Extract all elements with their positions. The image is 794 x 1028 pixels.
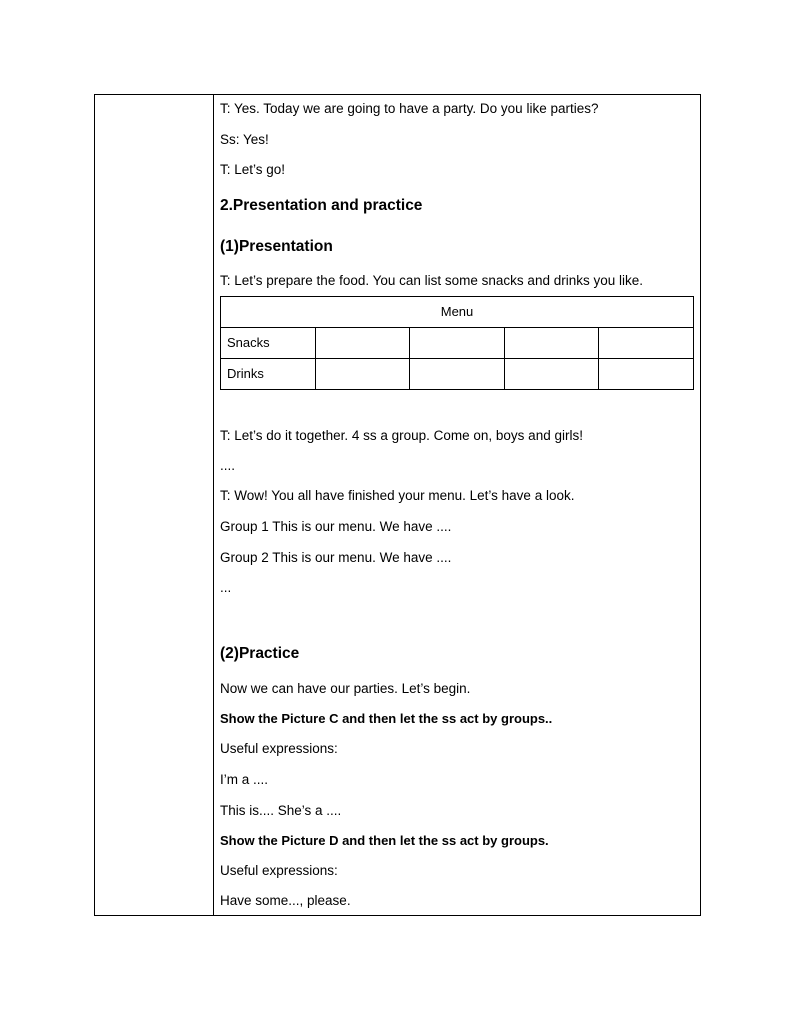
section-heading: 2.Presentation and practice xyxy=(220,197,423,214)
dialogue-line: Ss: Yes! xyxy=(220,132,269,147)
menu-empty-cell xyxy=(504,359,599,390)
subsection-heading-practice: (2)Practice xyxy=(220,645,300,662)
dialogue-line: T: Let’s prepare the food. You can list some snacks and drinks you like. xyxy=(220,273,643,288)
menu-empty-cell xyxy=(599,359,694,390)
dialogue-line: T: Let’s go! xyxy=(220,162,286,177)
menu-table xyxy=(220,296,694,390)
dialogue-line: Useful expressions: xyxy=(220,741,338,756)
menu-empty-cell xyxy=(315,359,410,390)
menu-empty-cell xyxy=(410,359,505,390)
dialogue-line: Useful expressions: xyxy=(220,863,338,878)
subsection-heading-presentation: (1)Presentation xyxy=(220,238,333,255)
dialogue-line: Now we can have our parties. Let’s begin. xyxy=(220,681,471,696)
menu-row-label-drinks: Drinks xyxy=(221,359,316,390)
ellipsis-line: .... xyxy=(220,458,236,473)
menu-title: Menu xyxy=(221,297,694,328)
menu-empty-cell xyxy=(504,328,599,359)
dialogue-line: This is.... She’s a .... xyxy=(220,803,342,818)
dialogue-line: T: Yes. Today we are going to have a party. Do you like parties? xyxy=(220,101,599,116)
instruction-line: Show the Picture C and then let the ss act by groups.. xyxy=(220,711,553,726)
menu-empty-cell xyxy=(599,328,694,359)
dialogue-line: Group 1 This is our menu. We have .... xyxy=(220,519,452,534)
menu-row-label-snacks: Snacks xyxy=(221,328,316,359)
dialogue-line: Group 2 This is our menu. We have .... xyxy=(220,550,452,565)
dialogue-line: Have some..., please. xyxy=(220,893,351,908)
instruction-line: Show the Picture D and then let the ss act by groups. xyxy=(220,833,549,848)
lesson-plan-table xyxy=(94,94,701,916)
left-column-cell xyxy=(95,95,214,915)
menu-empty-cell xyxy=(315,328,410,359)
dialogue-line: T: Let’s do it together. 4 ss a group. Come on, boys and girls! xyxy=(220,428,583,443)
dialogue-line: I’m a .... xyxy=(220,772,269,787)
dialogue-line: T: Wow! You all have finished your menu. Let’s have a look. xyxy=(220,488,575,503)
menu-empty-cell xyxy=(410,328,505,359)
ellipsis-line: ... xyxy=(220,580,232,595)
